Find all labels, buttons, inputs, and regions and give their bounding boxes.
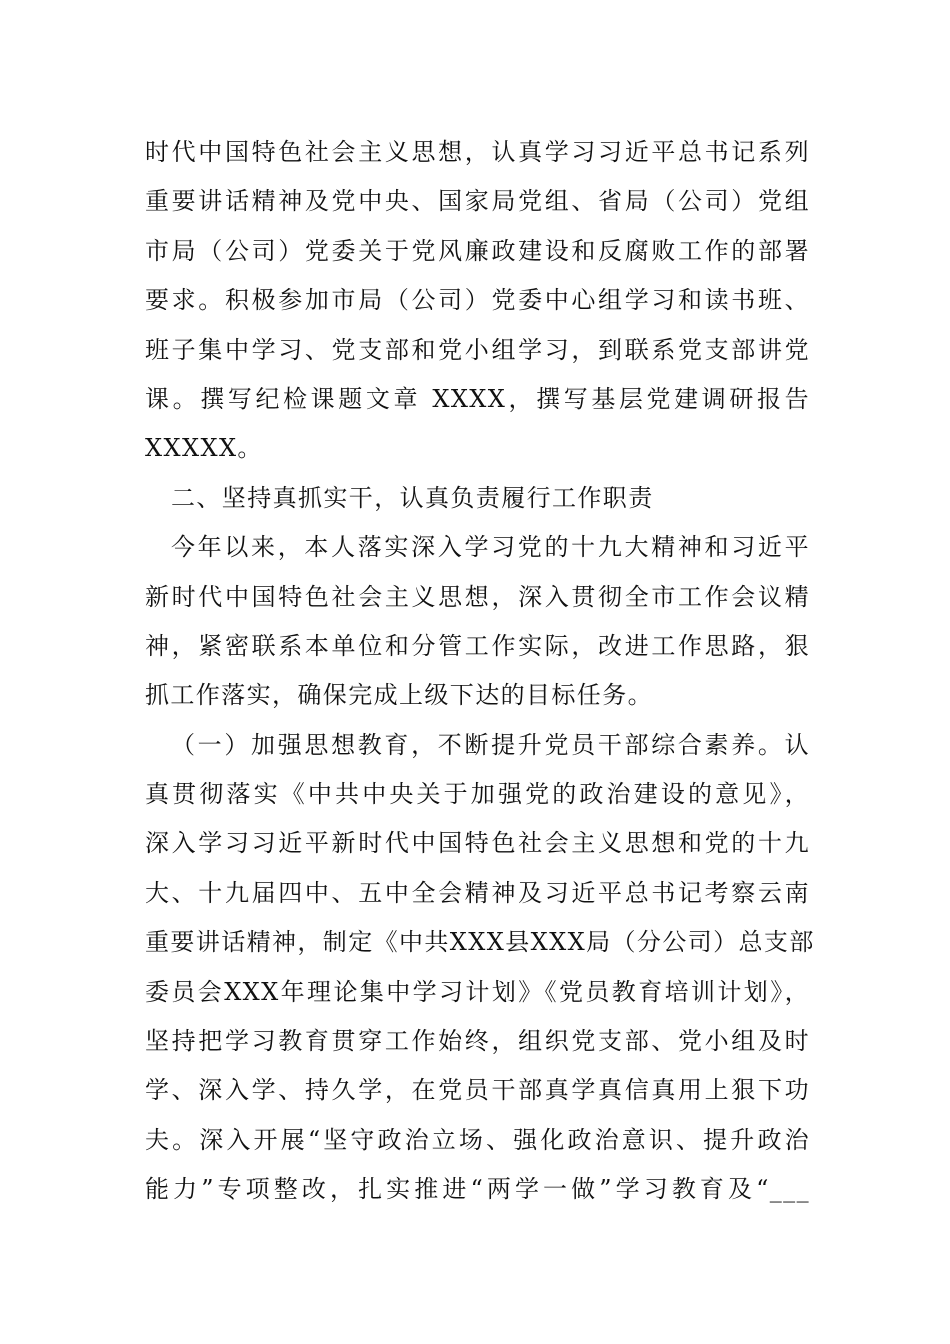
body-line: 夫。深入开展“坚守政治立场、强化政治意识、提升政治 [145, 1125, 810, 1154]
body-line: 深入学习习近平新时代中国特色社会主义思想和党的十九 [145, 829, 810, 858]
body-line: 课。撰写纪检课题文章 XXXX，撰写基层党建调研报告 [145, 384, 810, 413]
body-line: 委员会XXX年理论集中学习计划》《党员教育培训计划》， [145, 977, 810, 1006]
body-line: 学、深入学、持久学，在党员干部真学真信真用上狠下功 [145, 1076, 810, 1105]
body-line: 新时代中国特色社会主义思想，深入贯彻全市工作会议精 [145, 582, 810, 611]
body-line: 重要讲话精神及党中央、国家局党组、省局（公司）党组 [145, 187, 810, 216]
body-line: 大、十九届四中、五中全会精神及习近平总书记考察云南 [145, 878, 810, 907]
body-line: 重要讲话精神，制定《中共XXX县XXX局（分公司）总支部 [145, 928, 815, 957]
body-line: 能力”专项整改，扎实推进“两学一做”学习教育及“___ [145, 1175, 810, 1204]
section-heading: 二、坚持真抓实干，认真负责履行工作职责 [171, 483, 654, 512]
body-line: 抓工作落实，确保完成上级下达的目标任务。 [145, 681, 653, 710]
body-line: （一）加强思想教育，不断提升党员干部综合素养。认 [171, 730, 810, 759]
body-line: XXXXX。 [145, 434, 263, 463]
body-line: 市局（公司）党委关于党风廉政建设和反腐败工作的部署 [145, 236, 810, 265]
body-line: 时代中国特色社会主义思想，认真学习习近平总书记系列 [145, 138, 810, 166]
body-line: 今年以来，本人落实深入学习党的十九大精神和习近平 [171, 533, 810, 562]
body-line: 神，紧密联系本单位和分管工作实际，改进工作思路，狠 [145, 631, 810, 660]
body-line: 要求。积极参加市局（公司）党委中心组学习和读书班、 [145, 286, 810, 315]
body-line: 坚持把学习教育贯穿工作始终，组织党支部、党小组及时 [145, 1027, 810, 1056]
document-body [145, 128, 815, 1215]
body-line: 班子集中学习、党支部和党小组学习，到联系党支部讲党 [145, 335, 810, 364]
body-line: 真贯彻落实《中共中央关于加强党的政治建设的意见》， [145, 780, 810, 809]
